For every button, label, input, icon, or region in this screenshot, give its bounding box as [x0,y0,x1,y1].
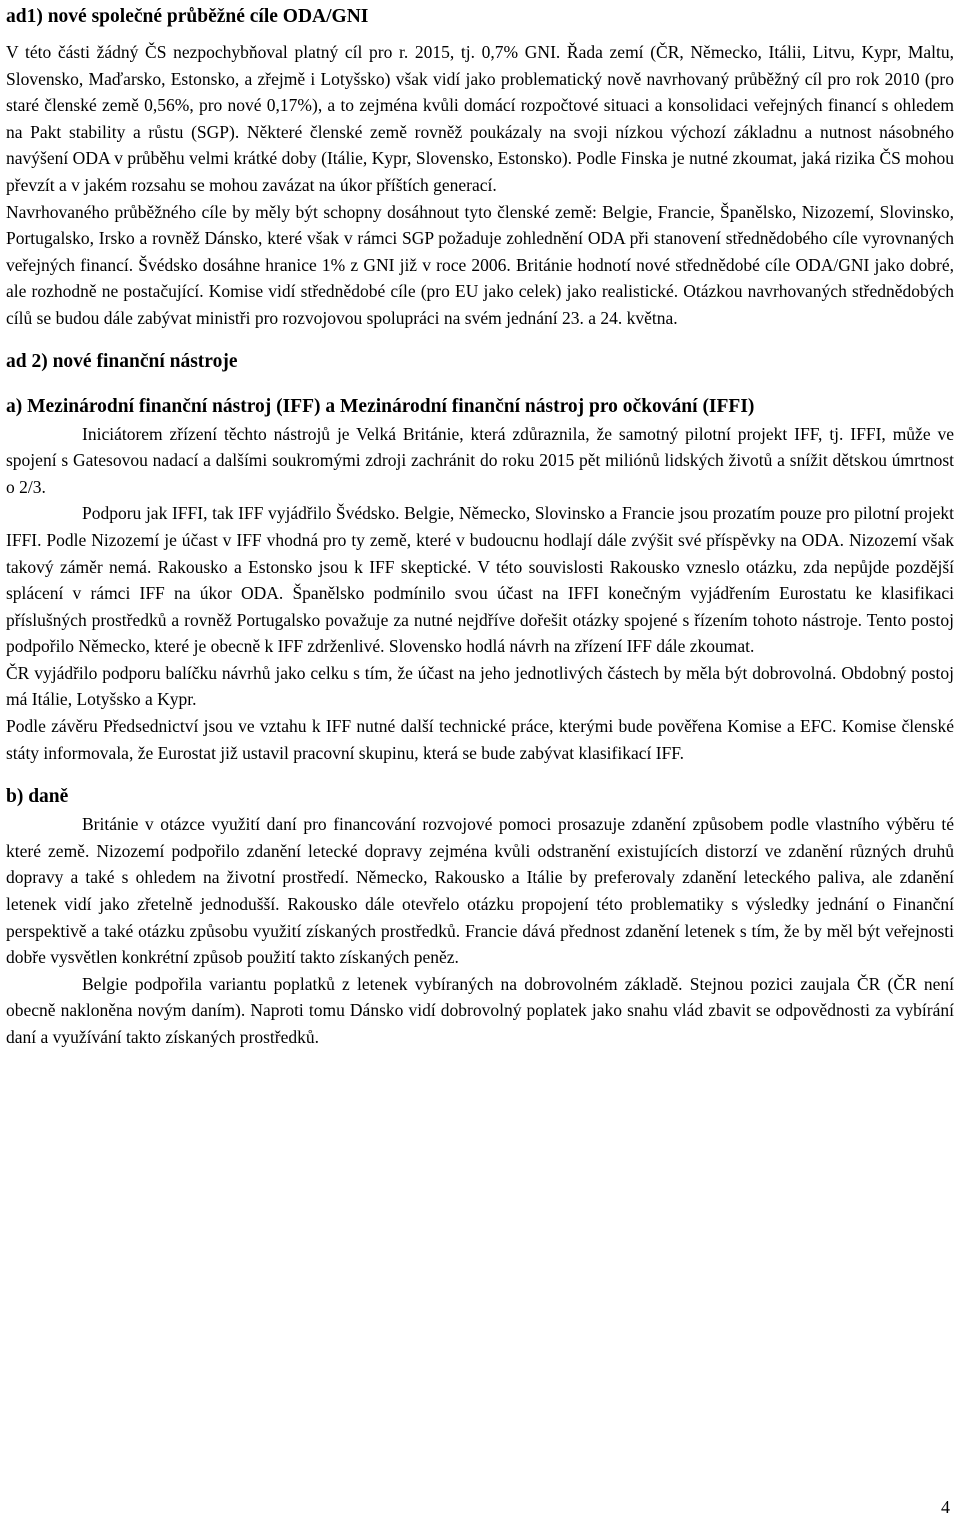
paragraph-taxes-britain: Británie v otázce využití daní pro financování rozvojové pomoci prosazuje zdanění způsobem podle vlastního výběru té které země. Nizozemí podpořilo zdanění letecké dopravy zejména kvůli odstranění existujících distorzí ve zdanění různých druhů dopravy a také s ohledem na životní prostředí. Německo, Rakousko a Itálie by preferovaly zdanění leteckého paliva, ale zdanění letenek vidí jako zřetelně jednodušší. Rakousko dále otevřelo otázku propojení této problematiky s výsledky jednání o Finanční perspektivě a také otázku způsobu využití získaných prostředků. Francie dává přednost zdanění letenek s tím, že by měl být veřejnosti dobře vysvětlen konkrétní způsob použití takto získaných peněz. [6,814,954,968]
paragraph-iff-initiator: Iniciátorem zřízení těchto nástrojů je Velká Británie, která zdůraznila, že samotný pilotní projekt IFF, tj. IFFI, může ve spojení s Gatesovou nadací a dalšími soukromými zdroji zachránit do roku 2015 pět miliónů lidských životů a snížit dětskou úmrtnost o 2/3. [6,423,954,497]
section-heading-financial-instruments: ad 2) nové finanční nástroje [6,350,238,372]
subsection-heading-taxes: b) daně [6,786,69,808]
paragraph-presidency-conclusion: Podle závěru Předsednictví jsou ve vztahu k IFF nutné další technické práce, kterými bude pověřena Komise a EFC. Komise členské státy informovala, že Eurostat již ustavil pracovní skupinu, která se bude zabývat klasifikací IFF. [6,716,954,763]
document-page [6,0,954,1051]
subsection-heading-iff-iffi: a) Mezinárodní finanční nástroj (IFF) a Mezinárodní finanční nástroj pro očkování (IFFI) [6,395,755,417]
paragraph-oda-targets: V této části žádný ČS nezpochybňoval platný cíl pro r. 2015, tj. 0,7% GNI. Řada zemí (ČR, Německo, Itálii, Litvu, Kypr, Maltu, Slovensko, Maďarsko, Estonsko, a zřejmě i Lotyšsko) však vidí jako problematický nově navrhovaný průběžný cíl pro rok 2010 (pro staré členské země 0,56%, pro nové 0,17%), a to zejména kvůli domácí rozpočtové situaci a konsolidaci veřejných financí s ohledem na Pakt stability a růstu (SGP). Některé členské země rovněž poukázaly na svoji nízkou výchozí základnu a nutnost násobného navýšení ODA v průběhu velmi krátké doby (Itálie, Kypr, Slovensko, Estonsko). Podle Finska je nutné zkoumat, jaká rizika ČS mohou převzít a v jakém rozsahu se mohou zavázat na úkor příštích generací. [6,42,954,195]
paragraph-taxes-belgium: Belgie podpořila variantu poplatků z letenek vybíraných na dobrovolném základě. Stejnou pozici zaujala ČR (ČR není obecně nakloněna novým daním). Naproti tomu Dánsko vidí dobrovolný poplatek jako snahu vlád zbavit se odpovědnosti za vybírání daní a využívání takto získaných prostředků. [6,973,954,1047]
paragraph-countries-achieving-target: Navrhovaného průběžného cíle by měly být schopny dosáhnout tyto členské země: Belgie, Francie, Španělsko, Nizozemí, Slovinsko, Portugalsko, Irsko a rovněž Dánsko, které však v rámci SGP požaduje zohlednění ODA při stanovení střednědobého cíle vyrovnaných veřejných financí. Švédsko dosáhne hranice 1% z GNI již v roce 2006. Británie hodnotí nové střednědobé cíle ODA/GNI jako dobré, ale rozhodně ne postačující. Komise vidí střednědobé cíle (pro EU jako celek) jako realistické. Otázkou navrhovaných střednědobých cílů se budou dále zabývat ministři pro rozvojovou spolupráci na svém jednání 23. a 24. května. [6,201,954,328]
page-number: 4 [941,1497,950,1517]
paragraph-cr-position: ČR vyjádřilo podporu balíčku návrhů jako celku s tím, že účast na jeho jednotlivých částech by měla být dobrovolná. Obdobný postoj má Itálie, Lotyšsko a Kypr. [6,662,954,710]
section-heading-oda-gni: ad1) nové společné průběžné cíle ODA/GNI [6,6,369,27]
paragraph-iff-support: Podporu jak IFFI, tak IFF vyjádřilo Švédsko. Belgie, Německo, Slovinsko a Francie jsou prozatím pouze pro pilotní projekt IFFI. Podle Nizozemí je účast v IFF vhodná pro ty země, které v budoucnu hodlají dále zvýšit své příspěvky na ODA. Nizozemí však takový záměr nemá. Rakousko a Estonsko jsou k IFF skeptické. V této souvislosti Rakousko vzneslo otázku, zda nepůjde pozdější splácení v rámci IFF na úkor ODA. Španělsko podmínilo svou účast na IFFI konečným vyjádřením Eurostatu ke klasifikaci příslušných prostředků a rovněž Portugalsko považuje za nutné nejdříve dořešit otázky spojené s řízením tohoto nástroje. Tento postoj podpořilo Německo, které je obecně k IFF zdrženlivé. Slovensko hodlá návrh na zřízení IFF dále zkoumat. [6,503,954,657]
